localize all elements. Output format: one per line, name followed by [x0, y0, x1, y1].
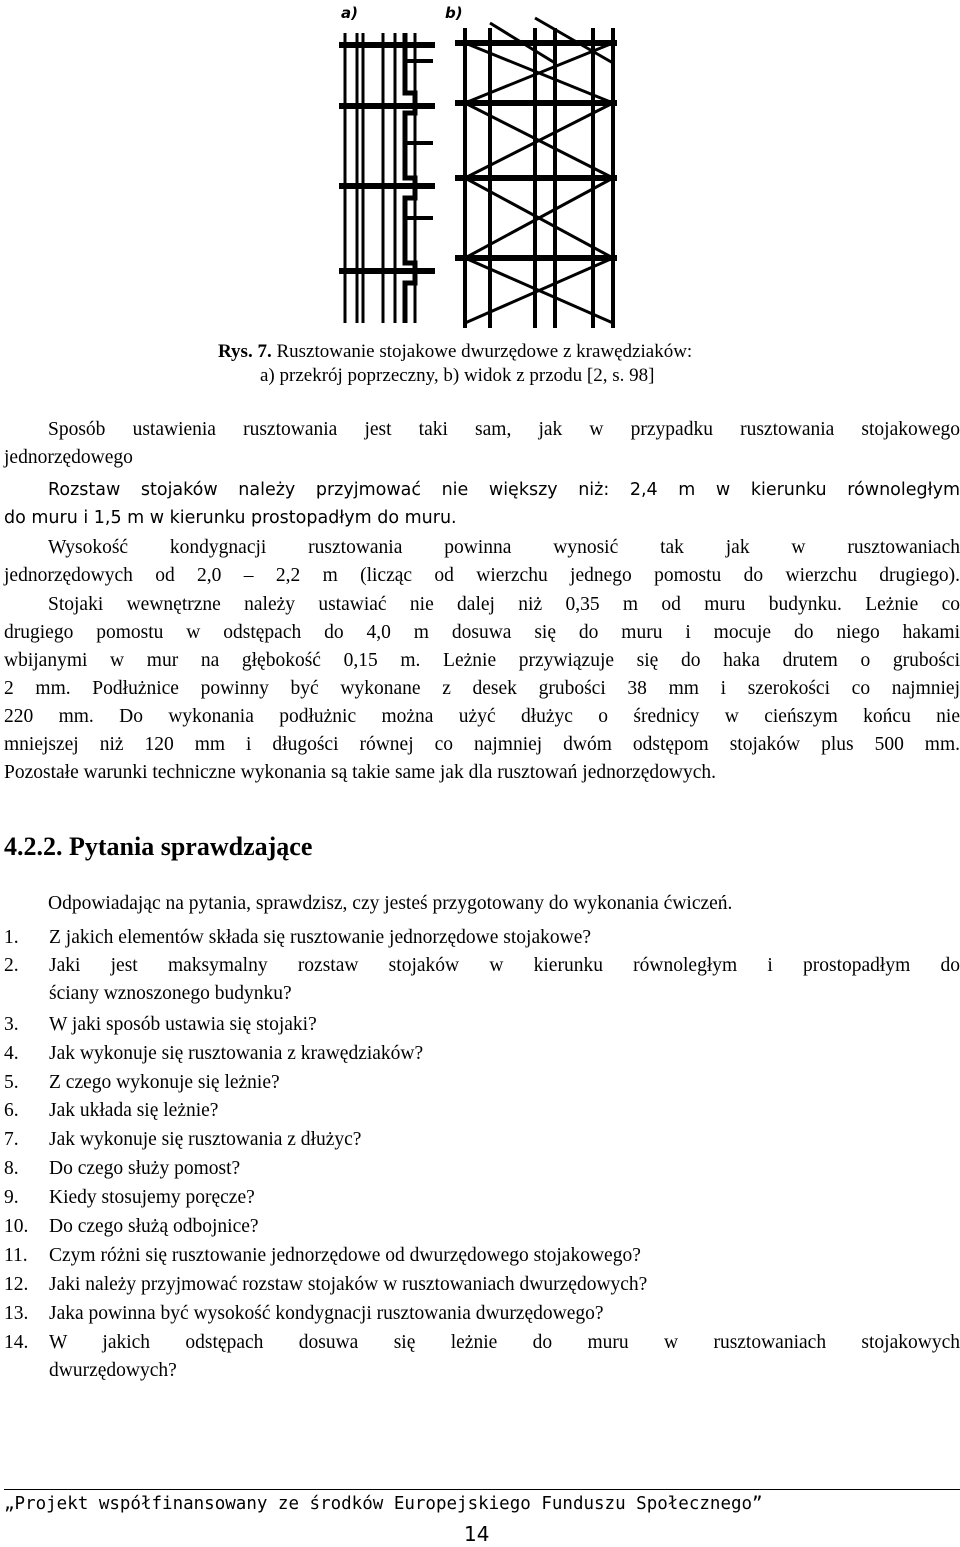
- question-text-continued: dwurzędowych?: [49, 1360, 177, 1381]
- question-item: [4, 1155, 960, 1183]
- question-text: Do czego służą odbojnice?: [49, 1216, 259, 1237]
- figure-caption-line1: [218, 340, 692, 364]
- question-item: [4, 1184, 960, 1212]
- paragraph-4-line-1: Stojaki wewnętrzne należy ustawiać nie dalej niż 0,35 m od muru budynku. Leżnie co: [48, 594, 960, 615]
- question-item: [4, 1242, 960, 1270]
- section-heading: 4.2.2. Pytania sprawdzające: [4, 832, 313, 861]
- question-number: 10.: [4, 1216, 29, 1237]
- question-number: 4.: [4, 1043, 19, 1064]
- question-text: Jaki jest maksymalny rozstaw stojaków w kierunku równoległym i prostopadłym do: [49, 955, 960, 976]
- question-number: 6.: [4, 1100, 19, 1121]
- question-number: 11.: [4, 1245, 28, 1266]
- question-text: Kiedy stosujemy poręcze?: [49, 1187, 255, 1208]
- question-text: Jak wykonuje się rusztowania z krawędziaków?: [49, 1043, 424, 1064]
- question-item: [4, 1040, 960, 1068]
- page-number: 14: [464, 1522, 490, 1546]
- question-number: 12.: [4, 1274, 29, 1295]
- paragraph-4-line-4: 2 mm. Podłużnice powinny być wykonane z desek grubości 38 mm i szerokości co najmniej: [4, 678, 960, 699]
- question-text: Jaka powinna być wysokość kondygnacji rusztowania dwurzędowego?: [49, 1303, 604, 1324]
- question-text: W jaki sposób ustawia się stojaki?: [49, 1014, 317, 1035]
- question-number: 2.: [4, 955, 19, 976]
- question-item: [4, 1126, 960, 1154]
- footer-divider: [4, 1489, 960, 1490]
- question-text: Jak układa się leżnie?: [49, 1100, 219, 1121]
- question-number: 3.: [4, 1014, 19, 1035]
- paragraph-4: [4, 591, 960, 787]
- question-text: Czym różni się rusztowanie jednorzędowe od dwurzędowego stojakowego?: [49, 1245, 641, 1266]
- paragraph-1: [4, 416, 960, 472]
- question-item: [4, 924, 960, 952]
- paragraph-3-line-2: jednorzędowych od 2,0 – 2,2 m (licząc od wierzchu jednego pomostu do wierzchu drugiego).: [4, 565, 960, 586]
- figure-label-b: b): [445, 4, 463, 22]
- paragraph-4-line-6: mniejszej niż 120 mm i długości równej co najmniej dwóm odstępom stojaków plus 500 mm.: [4, 734, 960, 755]
- question-number: 9.: [4, 1187, 19, 1208]
- paragraph-2-line-1: Rozstaw stojaków należy przyjmować nie większy niż: 2,4 m w kierunku równoległym: [48, 480, 960, 500]
- question-text-continued: ściany wznoszonego budynku?: [49, 983, 292, 1004]
- figure-label-a: a): [341, 4, 358, 22]
- cross-section-drawing: [339, 33, 435, 323]
- paragraph-4-line-7: Pozostałe warunki techniczne wykonania są takie same jak dla rusztowań jednorzędowych.: [4, 762, 717, 783]
- question-text: W jakich odstępach dosuwa się leżnie do muru w rusztowaniach stojakowych: [49, 1332, 960, 1353]
- caption-lead: Rys. 7.: [218, 341, 272, 362]
- paragraph-4-line-2: drugiego pomostu w odstępach do 4,0 m dosuwa się do muru i mocuje do niego hakami: [4, 622, 960, 643]
- question-text: Z jakich elementów składa się rusztowanie jednorzędowe stojakowe?: [49, 927, 592, 948]
- paragraph-1-line-1: Sposób ustawienia rusztowania jest taki sam, jak w przypadku rusztowania stojakowego: [48, 419, 960, 440]
- question-text: Do czego służy pomost?: [49, 1158, 241, 1179]
- question-item: [4, 1097, 960, 1125]
- scaffolding-figure: [325, 3, 625, 330]
- paragraph-1-line-2: jednorzędowego: [4, 447, 133, 468]
- question-number: 8.: [4, 1158, 19, 1179]
- paragraph-2: [4, 476, 960, 532]
- paragraph-3: [4, 534, 960, 590]
- question-item: [4, 1069, 960, 1097]
- question-item: [4, 1271, 960, 1299]
- figure-caption-line2: a) przekrój poprzeczny, b) widok z przodu [2, s. 98]: [260, 365, 655, 386]
- question-text: Z czego wykonuje się leżnie?: [49, 1072, 280, 1093]
- front-view-drawing: [455, 18, 617, 328]
- caption-title: Rusztowanie stojakowe dwurzędowe z krawędziaków:: [276, 341, 693, 362]
- question-text: Jaki należy przyjmować rozstaw stojaków w rusztowaniach dwurzędowych?: [49, 1274, 648, 1295]
- question-item: [4, 1300, 960, 1328]
- question-number: 14.: [4, 1332, 29, 1353]
- paragraph-4-line-3: wbijanymi w mur na głębokość 0,15 m. Leżnie przywiązuje się do haka drutem o grubości: [4, 650, 960, 671]
- question-item: [4, 1011, 960, 1039]
- question-item: [4, 952, 960, 1008]
- footer-project-note: „Projekt współfinansowany ze środków Europejskiego Funduszu Społecznego”: [4, 1494, 763, 1514]
- scaffolding-drawing: [325, 3, 625, 330]
- question-number: 1.: [4, 927, 19, 948]
- paragraph-4-line-5: 220 mm. Do wykonania podłużnic można użyć dłużyc o średnicy w cieńszym końcu nie: [4, 706, 960, 727]
- question-item: [4, 1213, 960, 1241]
- question-number: 5.: [4, 1072, 19, 1093]
- question-text: Jak wykonuje się rusztowania z dłużyc?: [49, 1129, 362, 1150]
- paragraph-3-line-1: Wysokość kondygnacji rusztowania powinna wynosić tak jak w rusztowaniach: [48, 537, 960, 558]
- question-number: 7.: [4, 1129, 19, 1150]
- paragraph-2-line-2: do muru i 1,5 m w kierunku prostopadłym do muru.: [4, 508, 457, 528]
- question-item: [4, 1329, 960, 1385]
- question-number: 13.: [4, 1303, 29, 1324]
- section-intro: Odpowiadając na pytania, sprawdzisz, czy jesteś przygotowany do wykonania ćwiczeń.: [48, 893, 733, 914]
